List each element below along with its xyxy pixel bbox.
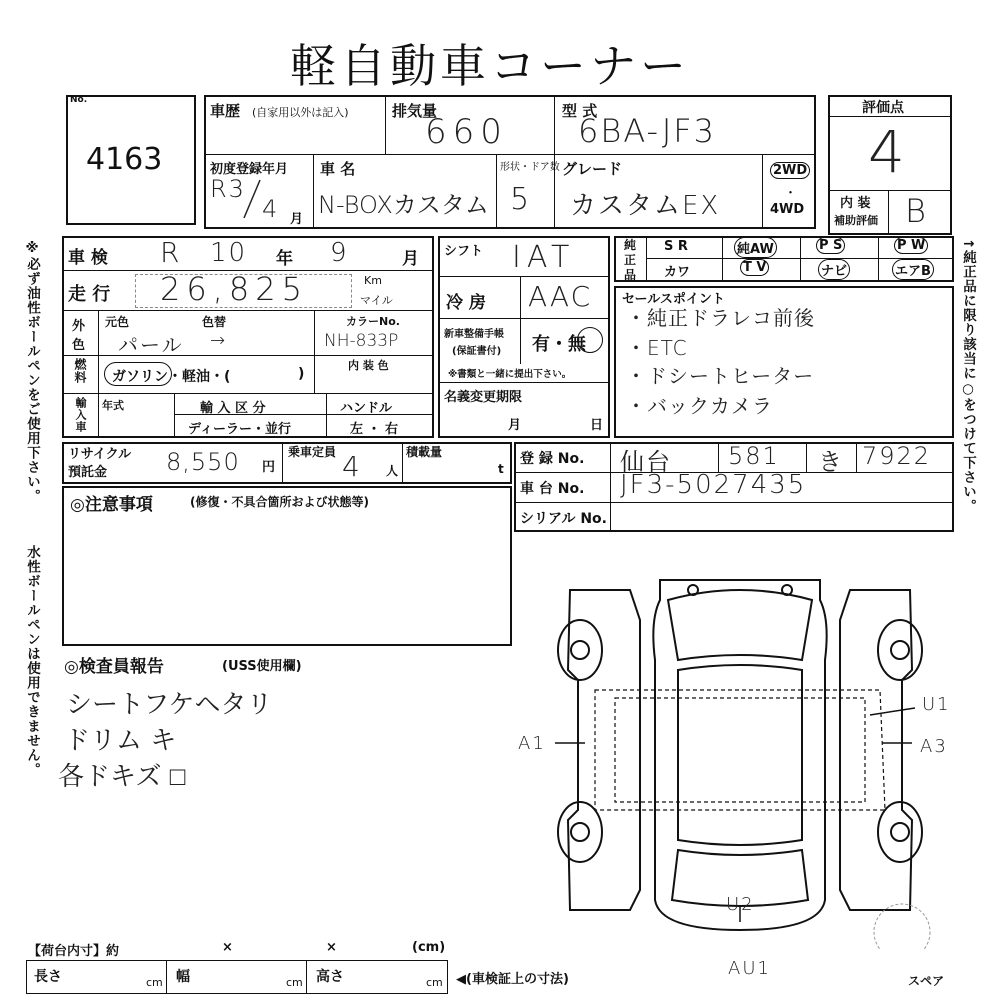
cargo-label: 【荷台内寸】約: [28, 944, 120, 959]
cargo-height-unit: cm: [426, 976, 443, 989]
first-reg-slash: [240, 178, 264, 220]
manual-value: 有・無: [532, 334, 586, 355]
history-label: 車歴: [210, 102, 241, 120]
handle-label: ハンドル: [340, 401, 393, 416]
inspector-sub: (USS使用欄): [222, 659, 302, 674]
genuine-leather: カワ: [664, 265, 691, 280]
sales-point-4: ・バックカメラ: [626, 394, 773, 418]
genuine-instruction-note: ↑純正品に限り該当に○をつけて下さい。: [960, 238, 976, 514]
interior-label: 内 装: [840, 196, 871, 211]
drive-4wd: 4WD: [770, 202, 805, 217]
inspection-era: R: [160, 236, 182, 269]
cargo-height-label: 高さ: [316, 969, 344, 985]
shift-value: IAT: [512, 240, 576, 275]
page-title: 軽自動車コーナー: [290, 39, 690, 93]
import-class-value: ディーラー・並行: [188, 422, 291, 437]
wheel-front-right: [878, 620, 922, 680]
fuel-options-close: ): [298, 366, 305, 382]
registration-kana: き: [818, 448, 844, 476]
genuine-airbag: エアB: [892, 259, 934, 280]
registration-class: 581: [728, 442, 780, 470]
lot-box: [66, 95, 196, 225]
mileage-mile: マイル: [360, 294, 393, 307]
inspector-note-2: ドリム キ: [64, 726, 177, 756]
registration-area: 仙台: [620, 448, 672, 476]
damage-a3: A3: [920, 736, 948, 757]
cargo-x-2: ×: [326, 940, 337, 955]
wheel-front-left: [558, 620, 602, 680]
aircon-label: 冷 房: [446, 293, 486, 313]
model-type-label: 型 式: [562, 102, 598, 120]
mileage-km: Km: [364, 274, 382, 287]
recycle-value: 8,550: [166, 448, 240, 476]
doors-value: 5: [510, 182, 532, 217]
cargo-length-label: 長さ: [34, 969, 62, 985]
cargo-x-1: ×: [222, 940, 233, 955]
registration-number: 7922: [862, 442, 932, 470]
fuel-options: ガソリン・軽油・(: [112, 369, 231, 385]
cargo-length-unit: cm: [146, 976, 163, 989]
sales-point-1: ・純正ドラレコ前後: [626, 306, 815, 330]
ink-instruction-note: ※必ず油性ボールペンをご使用下さい。: [24, 240, 40, 504]
capacity-label: 乗車定員: [288, 445, 337, 459]
handle-value: 左 ・ 右: [350, 422, 399, 437]
sales-point-3: ・ドシートヒーター: [626, 364, 815, 388]
orig-color-value: パール: [118, 333, 184, 357]
wheel-rear-left: [558, 802, 602, 862]
import-label: 輸入車: [74, 397, 87, 433]
chassis-label: 車 台 No.: [520, 481, 585, 497]
name-change-day: 日: [590, 418, 604, 433]
recycle-label-1: リサイクル: [68, 447, 132, 462]
first-reg-era: R3: [210, 175, 246, 203]
notes-label: ◎注意事項: [70, 495, 153, 515]
interior-sub-label: 補助評価: [834, 214, 878, 227]
sales-points-label: セールスポイント: [622, 292, 725, 307]
capacity-unit: 人: [386, 464, 399, 478]
wheel-rear-right: [878, 802, 922, 862]
shift-label: シフト: [444, 244, 484, 259]
manual-none-circle: [577, 327, 603, 353]
inspection-month: 9: [330, 238, 349, 268]
inspection-label: 車 検: [68, 248, 108, 268]
genuine-label-1: 純: [624, 238, 637, 252]
grade-label: グレード: [562, 160, 623, 178]
lot-number: 4163: [86, 142, 163, 177]
score-label: 評価点: [862, 100, 904, 116]
damage-a1: A1: [518, 733, 546, 754]
displacement-label: 排気量: [392, 102, 438, 120]
inspection-year-unit: 年: [276, 249, 293, 269]
genuine-ps: P S: [816, 237, 845, 254]
history-note: (自家用以外は記入): [252, 106, 349, 119]
genuine-navi: ナビ: [818, 259, 850, 280]
load-label: 積載量: [406, 445, 443, 459]
color-arrow: →: [210, 330, 228, 351]
chassis-value: JF3-5027435: [620, 470, 807, 500]
interior-color-label: 内 装 色: [348, 359, 389, 372]
manual-label-2: (保証書付): [452, 346, 502, 357]
genuine-label-3: 品: [624, 268, 637, 282]
color-side-2: 色: [72, 338, 86, 353]
first-reg-label: 初度登録年月: [210, 162, 289, 177]
damage-au1: AU1: [728, 958, 771, 979]
lot-label: No.: [70, 95, 88, 105]
color-code-value: NH-833P: [324, 331, 399, 351]
damage-u1: U1: [922, 694, 951, 715]
name-change-label: 名義変更期限: [444, 390, 523, 405]
sales-point-2: ・ETC: [626, 336, 688, 360]
color-side-1: 外: [72, 319, 86, 334]
displacement-value: 660: [425, 112, 508, 152]
registration-label: 登 録 No.: [520, 451, 585, 467]
change-color-label: 色替: [202, 315, 227, 329]
car-damage-diagram: [540, 560, 940, 950]
car-name-label: 車 名: [320, 160, 356, 178]
inspection-month-unit: 月: [402, 249, 419, 269]
inspector-note-3: 各ドキズ □: [58, 762, 186, 792]
grade-value: カスタムEX: [570, 191, 721, 221]
genuine-tv: T V: [740, 259, 769, 276]
first-reg-month: 4: [262, 195, 280, 223]
car-name-value: N-BOXカスタム: [318, 191, 489, 219]
load-unit: t: [498, 462, 504, 476]
first-reg-month-unit: 月: [290, 212, 304, 227]
drive-dot: ・: [784, 186, 798, 201]
genuine-sr: S R: [664, 239, 688, 254]
car-top-body: [653, 580, 826, 930]
damage-u2: U2: [726, 894, 755, 915]
doors-label: 形状・ドア数: [500, 162, 560, 173]
interior-score: B: [905, 192, 928, 230]
aircon-value: AAC: [528, 280, 593, 313]
recycle-label-2: 預託金: [68, 465, 108, 480]
drive-2wd: 2WD: [770, 162, 810, 179]
model-type-value: 6BA-JF3: [578, 112, 717, 150]
import-year-label: 年式: [102, 399, 124, 412]
score-value: 4: [868, 118, 907, 186]
genuine-pw: P W: [894, 237, 928, 254]
mileage-label: 走 行: [68, 284, 111, 305]
manual-label-1: 新車整備手帳: [444, 329, 504, 340]
capacity-value: 4: [342, 450, 362, 483]
cargo-arrow-note: ◀(車検証上の寸法): [456, 972, 569, 987]
cargo-width-unit: cm: [286, 976, 303, 989]
cargo-cm: (cm): [412, 940, 446, 955]
recycle-unit: 円: [262, 460, 276, 475]
spare-label: スペア: [908, 974, 945, 988]
ink-instruction-note-2: 水性ボールペンは使用できません。: [24, 545, 40, 777]
mileage-value: 26,825: [160, 270, 308, 308]
manual-note: ※書類と一緒に提出下さい。: [448, 369, 572, 380]
inspector-label: ◎検査員報告: [64, 657, 164, 677]
fuel-label: 燃料: [73, 358, 87, 384]
fuel-gasoline-circle: [104, 362, 172, 386]
inspector-note-1: シートフケヘタリ: [66, 690, 273, 720]
notes-sub: (修復・不具合箇所および状態等): [190, 495, 369, 509]
genuine-label-2: 正: [624, 253, 637, 267]
serial-label: シリアル No.: [520, 511, 607, 527]
genuine-aw: 純AW: [734, 237, 777, 258]
cargo-width-label: 幅: [176, 969, 190, 985]
name-change-month: 月: [508, 418, 522, 433]
orig-color-label: 元色: [105, 315, 130, 329]
color-code-label: カラーNo.: [346, 315, 400, 328]
import-class-label: 輸 入 区 分: [200, 401, 266, 416]
cargo-dims-box: [26, 960, 448, 994]
inspection-year: 10: [210, 238, 248, 268]
